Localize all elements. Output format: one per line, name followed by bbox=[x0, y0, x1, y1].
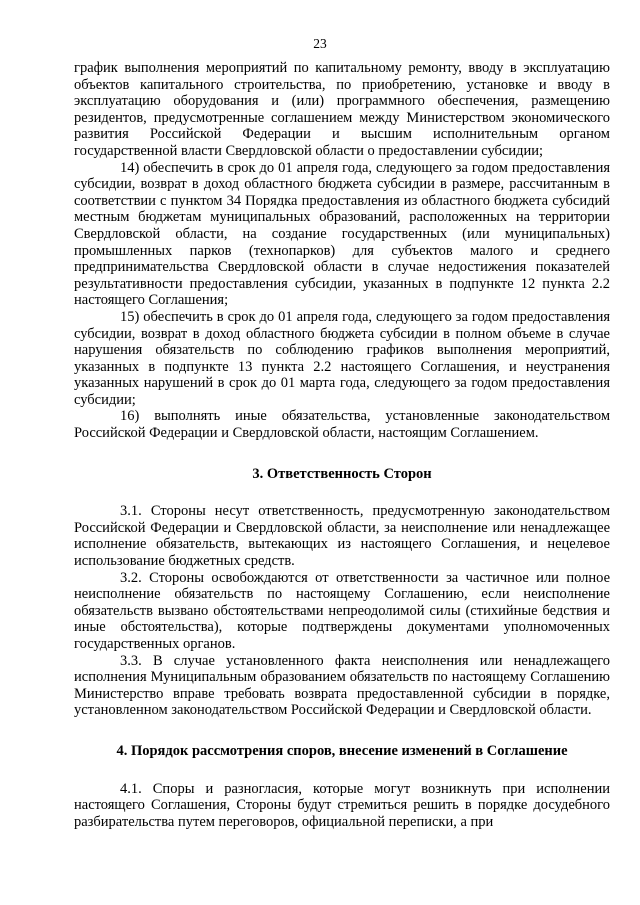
document-body bbox=[74, 60, 610, 830]
paragraph-3-2: 3.2. Стороны освобождаются от ответственности за частичное или полное неисполнение обязательств по настоящему Соглашению, если неисполнение обязательств вызвано обстоятельствами непреодолимой силы (стихийные бедствия и иные обстоятельства), которые подтверждены документами уполномоченных государственных органов. bbox=[74, 569, 610, 652]
paragraph-continuation: график выполнения мероприятий по капитальному ремонту, вводу в эксплуатацию объектов капитального строительства, по приобретению, установке и вводу в эксплуатацию оборудования и (или) программного обеспечения, размещению резидентов, предусмотренные соглашением между Министерством экономического развития Российской Федерации и высшим исполнительным органом государственной власти Свердловской области о предоставлении субсидии; bbox=[74, 60, 610, 159]
spacer bbox=[74, 719, 610, 743]
section-heading-3: 3. Ответственность Сторон bbox=[252, 465, 432, 482]
spacer bbox=[74, 760, 610, 781]
paragraph-item-15: 15) обеспечить в срок до 01 апреля года, следующего за годом предоставления субсидии, возврат в доход областного бюджета субсидии в полном объеме в случае нарушения обязательств по соблюдению графиков выполнения мероприятий, указанных в подпункте 13 пункта 2.2 настоящего Соглашения, и неустранения указанных нарушений в срок до 01 марта года, следующего за годом предоставления субсидии; bbox=[74, 308, 610, 408]
paragraph-item-14: 14) обеспечить в срок до 01 апреля года, следующего за годом предоставления субсидии, возврат в доход областного бюджета субсидии в размере, рассчитанным в соответствии с пунктом 34 Порядка предоставления из областного бюджета субсидий местным бюджетам муниципальных образований, расположенных на территории Свердловской области, на создание государственных (или муниципальных) промышленных парков (технопарков) для субъектов малого и среднего предпринимательства Свердловской области в случае недостижения показателей результативности предоставления субсидии, указанных в подпункте 12 пункта 2.2 настоящего Соглашения; bbox=[74, 159, 610, 309]
page-number: 23 bbox=[313, 36, 327, 51]
paragraph-item-16: 16) выполнять иные обязательства, установленные законодательством Российской Федерации и Свердловской области, настоящим Соглашением. bbox=[74, 408, 610, 442]
paragraph-3-3: 3.3. В случае установленного факта неисполнения или ненадлежащего исполнения Муниципальным образованием обязательств по настоящему Соглашению Министерство вправе требовать возврата предоставленной субсидии в порядке, установленном законодательством Российской Федерации и Свердловской области. bbox=[74, 652, 610, 719]
paragraph-3-1: 3.1. Стороны несут ответственность, предусмотренную законодательством Российской Федерации и Свердловской области, за неисполнение или ненадлежащее исполнение обязательств, вытекающих из настоящего Соглашения, и нецелевое использование бюджетных средств. bbox=[74, 503, 610, 570]
paragraph-4-1: 4.1. Споры и разногласия, которые могут возникнуть при исполнении настоящего Соглашения, Стороны будут стремиться решить в порядке досудебного разбирательства путем переговоров, официальной переписки, а при bbox=[74, 780, 610, 830]
spacer bbox=[74, 482, 610, 503]
section-heading-4: 4. Порядок рассмотрения споров, внесение изменений в Соглашение bbox=[116, 742, 568, 759]
spacer bbox=[74, 442, 610, 466]
